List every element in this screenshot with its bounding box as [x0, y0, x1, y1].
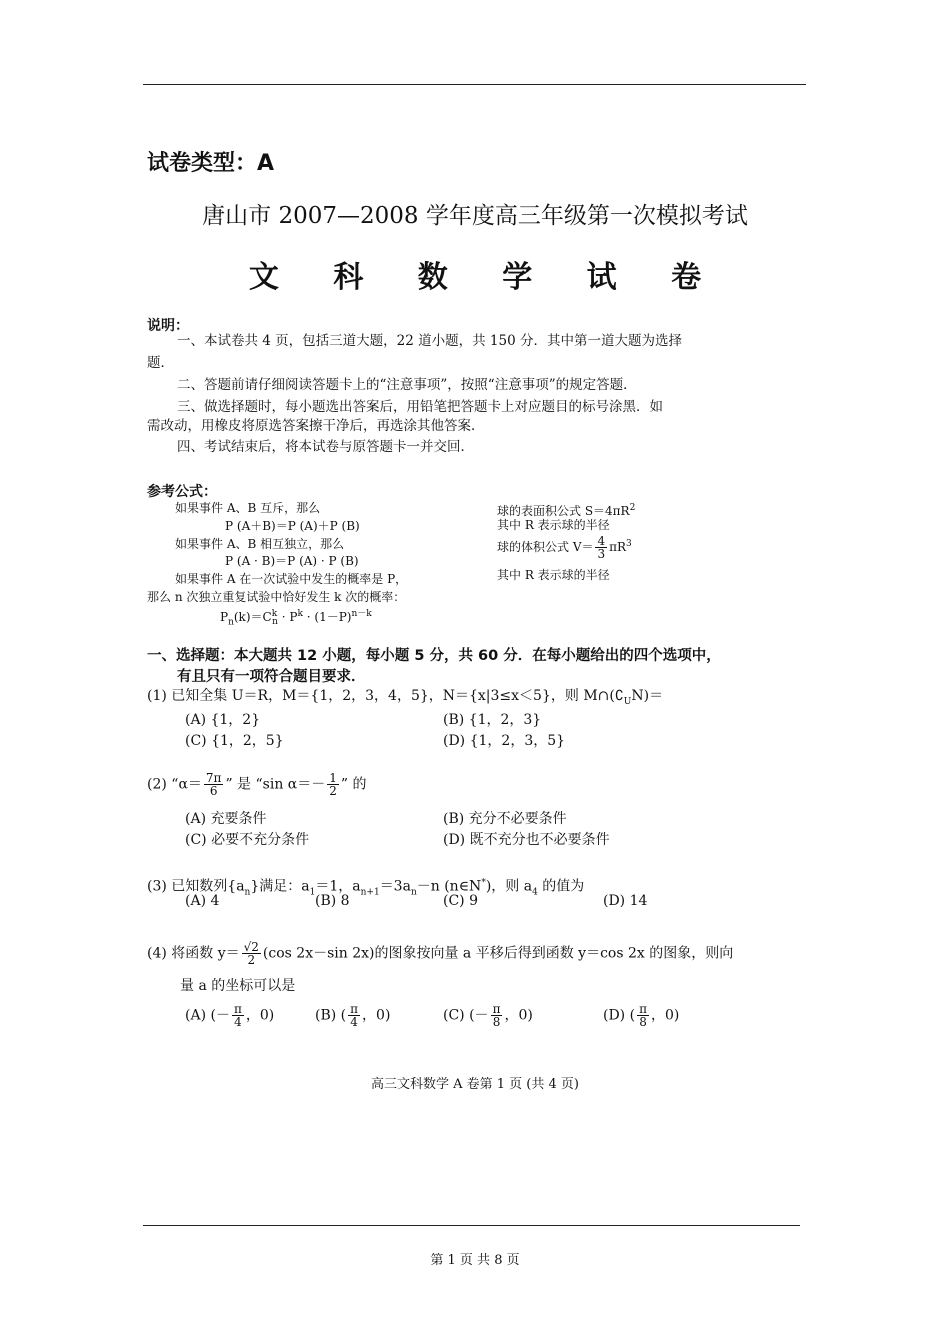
document-page-footer: 第 1 页 共 8 页 [430, 1253, 520, 1268]
q2-option-c: (C) 必要不充分条件 [185, 832, 310, 848]
formula-right-4: 其中 R 表示球的半径 [497, 568, 610, 582]
section-heading-1: 一、选择题：本大题共 12 小题，每小题 5 分，共 60 分．在每小题给出的四个选项中， [147, 648, 721, 664]
q1-option-d: (D) {1，2，3，5} [443, 733, 566, 749]
question-4-line-2: 量 a 的坐标可以是 [180, 978, 296, 994]
note-line-2: 二、答题前请仔细阅读答题卡上的“注意事项”，按照“注意事项”的规定答题． [177, 377, 637, 393]
formula-binomial: $P_n(k)=C^k_n \cdot P^k \cdot (1-P)^{n-k}$ [220, 609, 372, 628]
formula-left-3: 如果事件 A、B 相互独立，那么 [175, 537, 345, 551]
formula-sphere-volume: 球的体积公式 V＝ $\frac{4}{3}$ $\pi R^3$ [497, 534, 632, 561]
question-2-stem: (2) “α＝ $\frac{7\pi}{6}$ ” 是 “sin α＝－ $\frac{1}{2}$ ” 的 [147, 771, 367, 798]
formula-left-5: 如果事件 A 在一次试验中发生的概率是 P， [175, 572, 408, 586]
note-line-1b: 题． [147, 355, 174, 371]
q4-option-b: (B) ( $\frac{\pi}{4}$ ，0) [315, 1002, 391, 1029]
formula-left-6: 那么 n 次独立重复试验中恰好发生 k 次的概率： [147, 590, 406, 604]
formula-left-1: 如果事件 A、B 互斥，那么 [175, 501, 321, 515]
question-3-stem: (3) 已知数列$\{a_n\}$满足：$a_1=1$，$a_{n+1}=3a_n-n$ (n∈N*)，则 $a_4$ 的值为 [147, 878, 585, 898]
q3-option-d: (D) 14 [603, 893, 648, 909]
section-heading-2: 有且只有一项符合题目要求． [177, 669, 366, 685]
paper-type-label: 试卷类型：A [147, 151, 275, 176]
q2-option-a: (A) 充要条件 [185, 811, 267, 827]
top-rule [143, 84, 806, 85]
formula-right-2: 其中 R 表示球的半径 [497, 518, 610, 532]
q3-option-b: (B) 8 [315, 893, 350, 909]
note-line-3b: 需改动，用橡皮将原选答案擦干净后，再选涂其他答案． [147, 418, 485, 434]
exam-page-footer: 高三文科数学 A 卷第 1 页 (共 4 页) [370, 1077, 579, 1092]
formula-left-2: P (A＋B)＝P (A)＋P (B) [225, 519, 360, 533]
note-line-4: 四、考试结束后，将本试卷与原答题卡一并交回． [177, 439, 474, 455]
formulas-label: 参考公式： [147, 484, 217, 500]
formula-left-4: P (A · B)＝P (A) · P (B) [225, 554, 359, 568]
q4-option-c: (C) (－ $\frac{\pi}{8}$ ，0) [443, 1002, 533, 1029]
q1-option-a: (A) {1，2} [185, 712, 261, 728]
q1-option-b: (B) {1，2，3} [443, 712, 542, 728]
note-line-1: 一、本试卷共 4 页，包括三道大题，22 道小题，共 150 分．其中第一道大题为选择 [177, 333, 682, 349]
exam-title: 文 科 数 学 试 卷 [248, 260, 724, 295]
q4-option-a: (A) (－ $\frac{\pi}{4}$ ，0) [185, 1002, 275, 1029]
formula-sphere-area: 球的表面积公式 $S=4\pi R^2$ [497, 503, 636, 518]
q2-option-b: (B) 充分不必要条件 [443, 811, 567, 827]
q4-option-d: (D) ( $\frac{\pi}{8}$ ，0) [603, 1002, 680, 1029]
q2-option-d: (D) 既不充分也不必要条件 [443, 832, 610, 848]
bottom-rule [143, 1225, 800, 1226]
q3-option-a: (A) 4 [185, 893, 220, 909]
question-4-stem: (4) 将函数 y＝ $\frac{√2}{2}$ (cos 2x－sin 2x)的图象按向量 a 平移后得到函数 y＝cos 2x 的图象，则向 [147, 940, 734, 967]
q3-option-c: (C) 9 [443, 893, 478, 909]
question-1-stem: (1) 已知全集 U＝R，M＝{1，2，3，4，5}，N＝{x|3≤x＜5}，则 $M\cap(∁_UN)=$ [147, 688, 664, 707]
note-line-3: 三、做选择题时，每小题选出答案后，用铅笔把答题卡上对应题目的标号涂黑．如 [177, 399, 663, 415]
q1-option-c: (C) {1，2，5} [185, 733, 284, 749]
exam-subtitle: 唐山市 2007—2008 学年度高三年级第一次模拟考试 [202, 203, 748, 229]
notes-label: 说明： [147, 318, 189, 334]
